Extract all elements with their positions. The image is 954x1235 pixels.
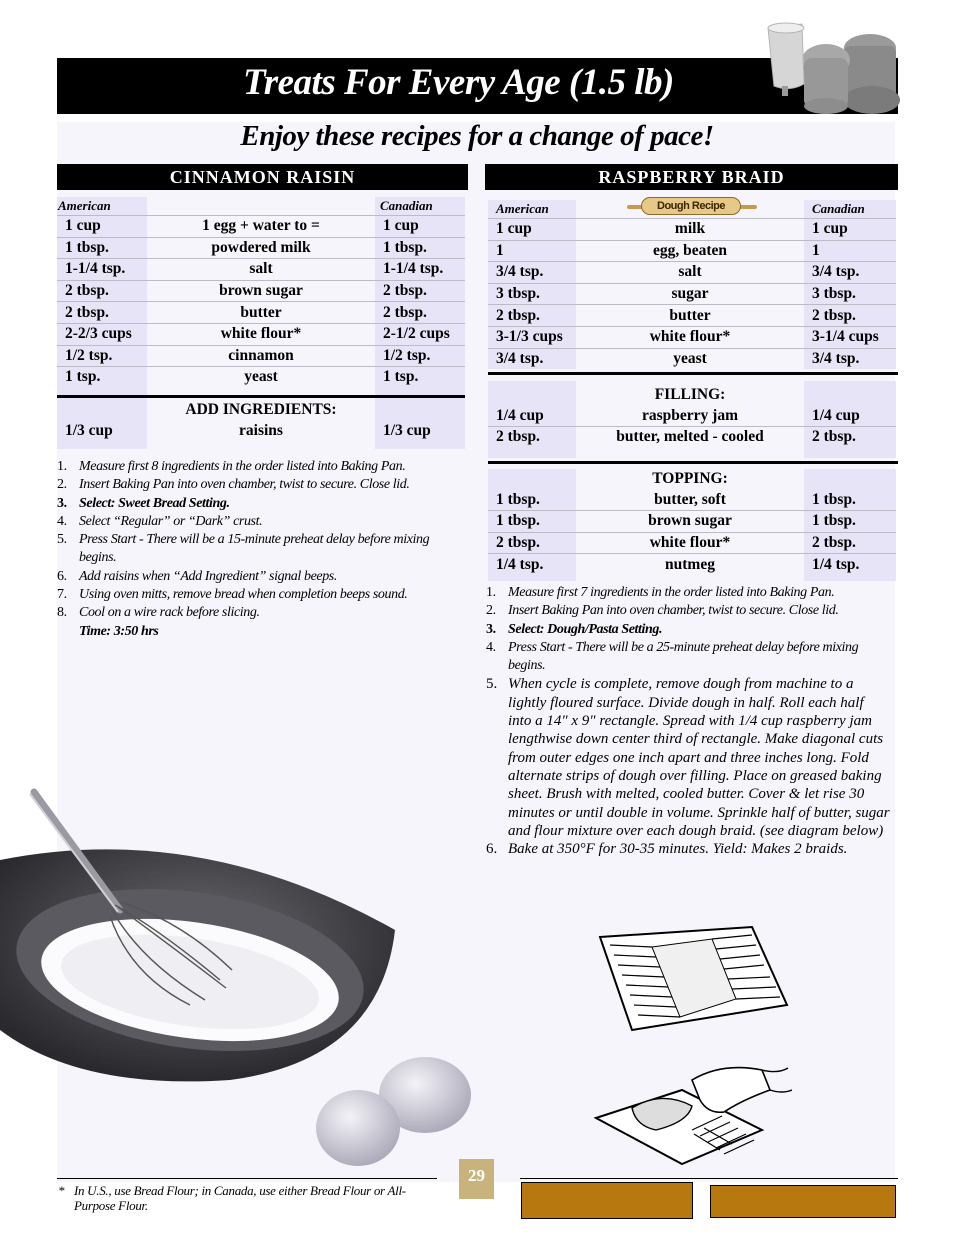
braiding-hand-diagram [592,1060,792,1172]
table-row: 1 egg, beaten 1 [488,240,896,262]
bake-time: Time: 3:50 hrs [79,623,159,639]
list-item: 3. Select: Dough/Pasta Setting. [486,621,663,637]
footer-rule-right [520,1178,898,1179]
table-row: 2-2/3 cups white flour* 2-1/2 cups [57,323,465,345]
cinnamon-ingredients-table [57,197,465,402]
table-row: 2 tbsp. brown sugar 2 tbsp. [57,280,465,302]
topping-heading: TOPPING: [652,470,728,488]
bread-pan-illustration [760,20,900,120]
table-row: 3/4 tsp. yeast 3/4 tsp. [488,348,896,369]
table-row: 1 tbsp. brown sugar 1 tbsp. [488,511,896,533]
cinnamon-add-ingredients-table [57,400,465,449]
table-row: 1 tbsp. butter, soft 1 tbsp. [488,490,896,511]
cinnamon-raisin-heading: CINNAMON RAISIN [57,164,468,190]
page-subtitle: Enjoy these recipes for a change of pace! [240,120,714,152]
list-item: 5. When cycle is complete, remove dough from machine to a lightly floured surface. Divide dough in half. Roll each half into a 14" x 9" rectangle. Spread with 1/4 cup raspberry jam lengthwise down center third of rectangle. Make diagonal cuts from outer edges one inch apart and three inches long. Fold alternate strips of dough over filling. Place on greased baking sheet. Brush with melted, cooled butter. Cover & let rise 30 minutes or until double in volume. Sprinkle half of butter, sugar and flour mixture over each dough braid. (see diagram below) [486,676,890,839]
col-american: American [57,197,147,216]
raspberry-topping-table [488,469,896,581]
add-ingredients-heading: ADD INGREDIENTS: [185,401,337,419]
table-header-row [488,200,896,219]
col-canadian: Canadian [804,200,896,219]
table-row: 1 cup 1 egg + water to = 1 cup [57,216,465,238]
section-divider [488,372,898,375]
table-row: 1/3 cup raisins 1/3 cup [57,421,465,442]
list-item: 1. Measure first 7 ingredients in the order listed into Baking Pan. [486,585,835,600]
list-item: 2. Insert Baking Pan into oven chamber, twist to secure. Close lid. [486,603,839,619]
table-row: 2 tbsp. butter 2 tbsp. [57,302,465,324]
table-row: 2 tbsp. butter, melted - cooled 2 tbsp. [488,427,896,448]
table-row: 1 tbsp. powdered milk 1 tbsp. [57,237,465,259]
table-row: 2 tbsp. butter 2 tbsp. [488,305,896,327]
list-item: 2. Insert Baking Pan into oven chamber, twist to secure. Close lid. [57,477,410,493]
table-row: 1-1/4 tsp. salt 1-1/4 tsp. [57,259,465,281]
table-row: 1/2 tsp. cinnamon 1/2 tsp. [57,345,465,367]
list-item: 5. Press Start - There will be a 15-minute preheat delay before mixing begins. [57,532,430,566]
raspberry-steps-list [486,584,890,858]
list-item: 8. Cool on a wire rack before slicing. [57,605,260,621]
list-item: 7. Using oven mitts, remove bread when completion beeps sound. [57,587,408,603]
list-item: 6. Add raisins when “Add Ingredient” signal beeps. [57,568,337,584]
list-item: 4. Select “Regular” or “Dark” crust. [57,513,263,529]
page-number: 29 [459,1159,494,1199]
section-divider [488,461,898,464]
raspberry-braid-heading: RASPBERRY BRAID [485,164,898,190]
footer-rule-left [57,1178,437,1179]
table-header-row [57,197,465,216]
flour-footnote: * In U.S., use Bread Flour; in Canada, use either Bread Flour or All-Purpose Flour. [58,1183,406,1213]
section-divider [57,395,465,398]
raspberry-ingredients-table [488,200,896,369]
col-american: American [488,200,576,219]
list-item: 4. Press Start - There will be a 25-minute preheat delay before mixing begins. [486,639,859,674]
page-title: Treats For Every Age (1.5 lb) [243,62,674,103]
table-row: 2 tbsp. white flour* 2 tbsp. [488,532,896,554]
filling-heading: FILLING: [654,386,726,404]
raspberry-filling-table [488,381,896,458]
list-item: 6. Bake at 350°F for 30-35 minutes. Yield: Makes 2 braids. [486,841,848,858]
footer-tab-left [521,1182,693,1219]
table-row: 1/4 cup raspberry jam 1/4 cup [488,406,896,427]
dough-rectangle-diagram [592,925,792,1035]
footer-tab-right [710,1185,896,1218]
table-row: 1 cup milk 1 cup [488,219,896,241]
dough-recipe-label: Dough Recipe [641,197,741,215]
cinnamon-steps-list [57,458,457,641]
list-item: 3. Select: Sweet Bread Setting. [57,495,230,511]
col-canadian: Canadian [375,197,465,216]
list-item: 1. Measure first 8 ingredients in the order listed into Baking Pan. [57,459,406,474]
table-row: 1 tsp. yeast 1 tsp. [57,367,465,388]
table-row: 3 tbsp. sugar 3 tbsp. [488,283,896,305]
table-row: 1/4 tsp. nutmeg 1/4 tsp. [488,554,896,575]
table-row: 3/4 tsp. salt 3/4 tsp. [488,262,896,284]
table-row: 3-1/3 cups white flour* 3-1/4 cups [488,326,896,348]
mixing-bowl-illustration [0,730,485,1170]
